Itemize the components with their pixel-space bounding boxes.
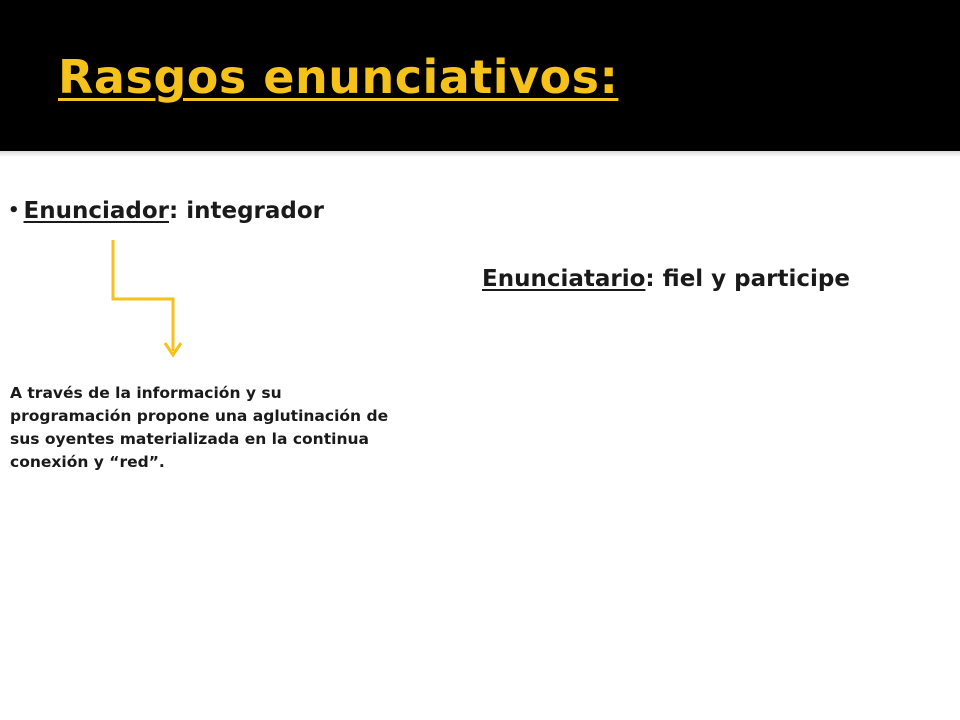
description-line: conexión y “red”. [10, 452, 165, 471]
title-band [0, 0, 960, 151]
enunciador-term: Enunciador [23, 198, 169, 224]
enunciador-separator: : [169, 198, 187, 224]
enunciatario-line [482, 266, 850, 292]
enunciador-bullet [8, 198, 324, 224]
description-paragraph [10, 382, 460, 474]
description-line: A través de la información y su [10, 384, 282, 402]
enunciatario-separator: : [645, 266, 663, 292]
title-divider [0, 151, 960, 157]
elbow-arrow-line [113, 240, 173, 351]
description-line: sus oyentes materializada en la continua [10, 429, 369, 448]
description-line: programación propone una aglutinación de [10, 406, 389, 425]
slide-title: Rasgos enunciativos: [58, 50, 619, 104]
enunciatario-term: Enunciatario [482, 266, 646, 292]
elbow-arrow-icon [100, 235, 190, 365]
enunciador-value: integrador [186, 198, 325, 224]
enunciatario-value: fiel y participe [662, 266, 850, 292]
bullet-dot: • [8, 200, 20, 221]
